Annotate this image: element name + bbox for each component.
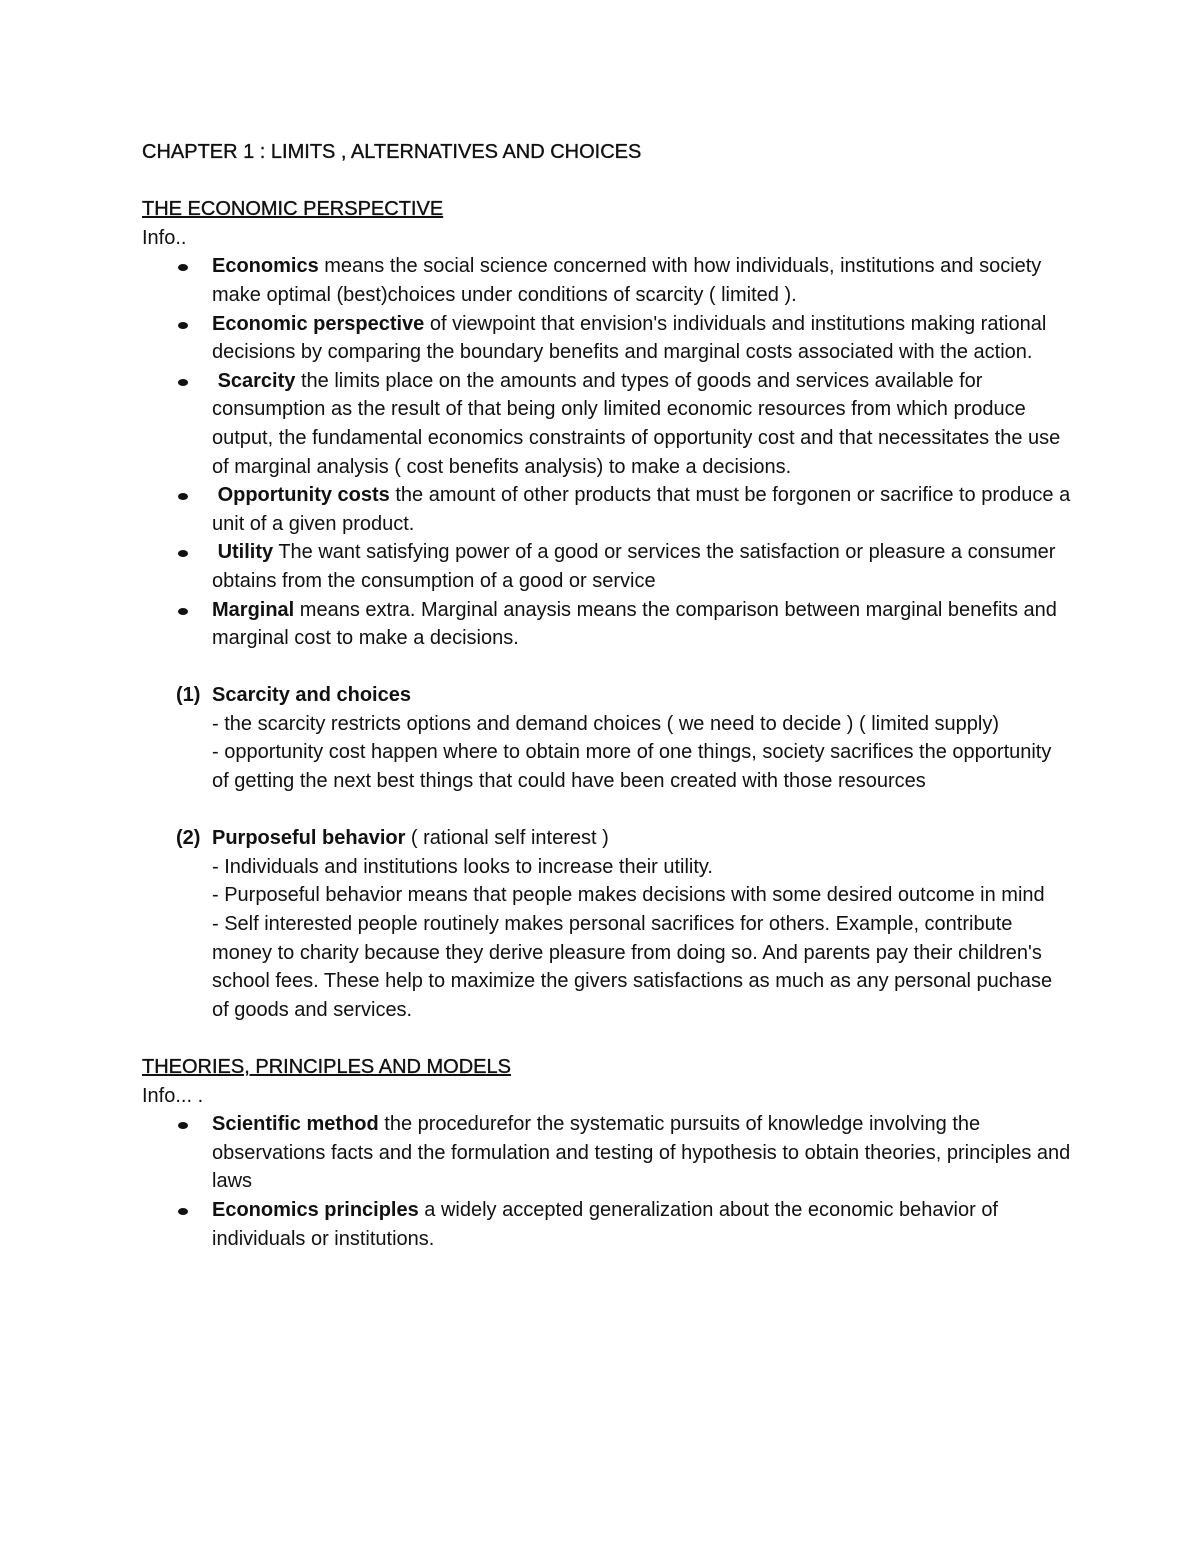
- bullet-icon: [178, 379, 188, 386]
- definition: means extra. Marginal anaysis means the comparison between marginal benefits and marginal cost to make a decisions.: [212, 598, 1057, 650]
- paragraph-line: - Individuals and institutions looks to increase their utility.: [212, 855, 713, 878]
- document-body: [142, 138, 1072, 1253]
- subsection-body-purposeful: [142, 853, 1072, 1025]
- economic-perspective-list: [142, 252, 1072, 652]
- bullet-icon: [178, 1208, 188, 1215]
- spacer: [142, 653, 1072, 682]
- term: Utility: [217, 541, 274, 564]
- definition: the limits place on the amounts and types of goods and services available for consumption as the result of that being only limited economic resources from which produce output, the fundamental economics constraints of opportunity cost and that necessitates the use of marginal analysis ( cost benefits analysis) to make a decisions.: [212, 369, 1061, 478]
- list-item: [142, 596, 1072, 653]
- bullet-icon: [178, 608, 188, 615]
- bullet-icon: [178, 550, 188, 557]
- spacer: [142, 1024, 1072, 1053]
- list-item: [142, 252, 1072, 309]
- spacer: [142, 796, 1072, 825]
- definition: The want satisfying power of a good or services the satisfaction or pleasure a consumer obtains from the consumption of a good or service: [212, 541, 1056, 592]
- bullet-icon: [178, 493, 188, 500]
- subsection-title-scarcity: [142, 681, 1072, 710]
- section-info-label: Info... .: [142, 1084, 204, 1107]
- term: Economics: [212, 255, 319, 278]
- definition: of viewpoint that envision's individuals and institutions making rational decisions by comparing the boundary benefits and marginal costs associated with the action.: [212, 312, 1047, 364]
- theories-list: [142, 1110, 1072, 1253]
- list-item: [142, 1196, 1072, 1253]
- term: Marginal: [212, 598, 295, 621]
- definition: means the social science concerned with how individuals, institutions and society make optimal (best)choices under conditions of scarcity ( limited ).: [212, 255, 1042, 306]
- bullet-icon: [178, 264, 188, 271]
- subsection-label: Scarcity and choices: [212, 684, 411, 707]
- bullet-icon: [178, 1122, 188, 1129]
- definition: a widely accepted generalization about the economic behavior of individuals or institutions.: [212, 1198, 998, 1250]
- term: Economic perspective: [212, 312, 425, 335]
- chapter-title: CHAPTER 1 : LIMITS , ALTERNATIVES AND CHOICES: [142, 141, 642, 163]
- term: Opportunity costs: [217, 484, 390, 507]
- subsection-number: (2): [176, 827, 201, 850]
- list-item: [142, 481, 1072, 538]
- paragraph-line: - opportunity cost happen where to obtain more of one things, society sacrifices the opportunity of getting the next best things that could have been created with those resources: [212, 741, 1052, 793]
- paragraph-line: - Purposeful behavior means that people makes decisions with some desired outcome in mind: [212, 884, 1045, 907]
- term: Economics principles: [212, 1198, 419, 1221]
- subsection-number: (1): [176, 684, 201, 707]
- section-heading-theories: THEORIES, PRINCIPLES AND MODELS: [142, 1056, 511, 1078]
- paragraph-line: - the scarcity restricts options and demand choices ( we need to decide ) ( limited supply): [212, 712, 1000, 735]
- subsection-title-purposeful: [142, 824, 1072, 853]
- section-heading-economic-perspective: THE ECONOMIC PERSPECTIVE: [142, 198, 444, 221]
- bullet-icon: [178, 322, 188, 329]
- definition: the procedurefor the systematic pursuits of knowledge involving the observations facts and the formulation and testing of hypothesis to obtain theories, principles and laws: [212, 1113, 1071, 1193]
- subsection-body-scarcity: [142, 710, 1072, 796]
- term: Scarcity: [217, 369, 296, 392]
- list-item: [142, 538, 1072, 595]
- spacer: [142, 167, 1072, 196]
- subsection-suffix: ( rational self interest ): [405, 827, 609, 850]
- list-item: [142, 310, 1072, 367]
- definition: the amount of other products that must be forgonen or sacrifice to produce a unit of a given product.: [212, 484, 1071, 535]
- term: Scientific method: [212, 1113, 379, 1136]
- paragraph-line: - Self interested people routinely makes personal sacrifices for others. Example, contribute money to charity because they derive pleasure from doing so. And parents pay their children's school fees. These help to maximize the givers satisfactions as much as any personal puchase of goods and services.: [212, 913, 1053, 1021]
- subsection-label: Purposeful behavior: [212, 827, 406, 850]
- list-item: [142, 1110, 1072, 1196]
- list-item: [142, 367, 1072, 481]
- section-info-label: Info..: [142, 226, 187, 249]
